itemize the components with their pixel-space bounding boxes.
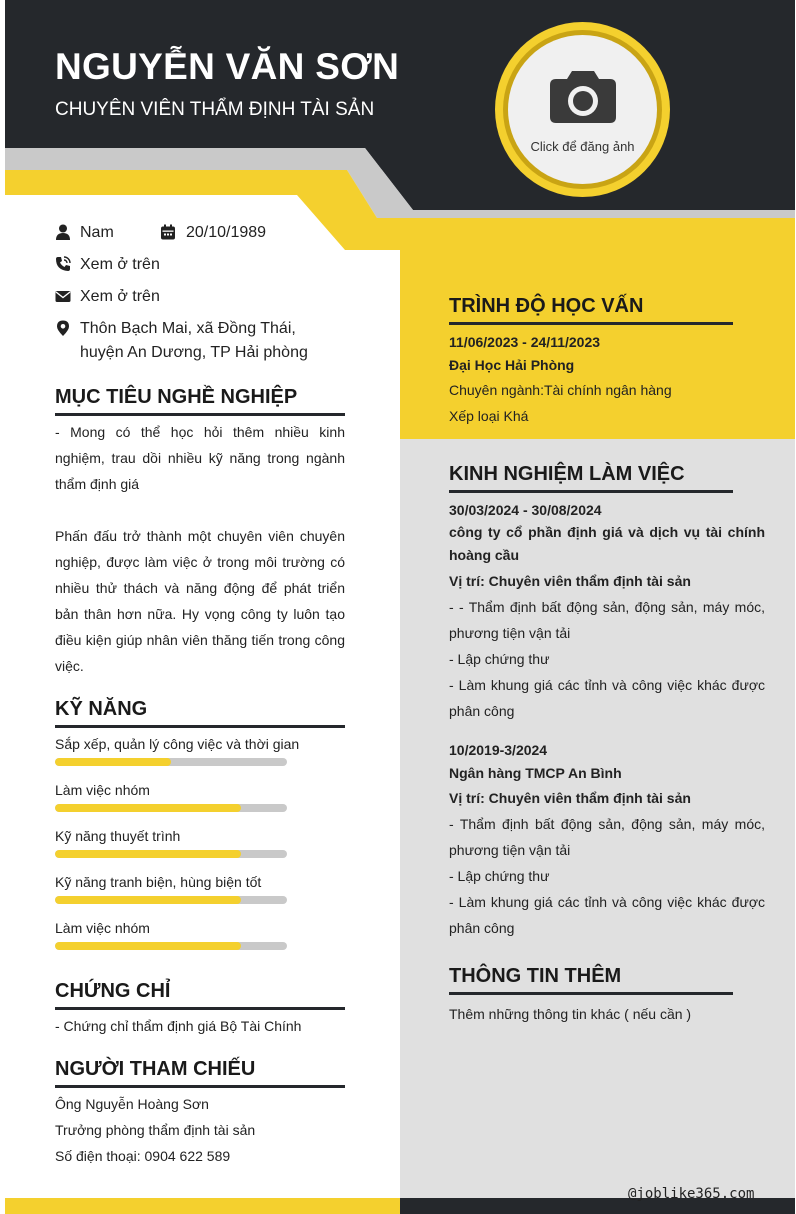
objective-paragraph-2: Phấn đấu trở thành một chuyên viên chuyên nghiệp, được làm việc ở trong môi trường có nhiều thử thách và năng động để phát triển bản thân hơn nữa. Hy vọng công ty luôn tạo điều kiện giúp nhân viên thăng tiến trong công việc. bbox=[55, 528, 345, 674]
education-school: Đại Học Hải Phòng bbox=[449, 357, 575, 373]
photo-upload[interactable] bbox=[495, 22, 670, 197]
reference-phone: Số điện thoại: 0904 622 589 bbox=[55, 1148, 231, 1164]
email-icon bbox=[55, 288, 71, 304]
date-of-birth: 20/10/1989 bbox=[186, 224, 267, 241]
certificate-item: - Chứng chỉ thẩm định giá Bộ Tài Chính bbox=[55, 1018, 302, 1034]
skill-level-bar bbox=[55, 896, 287, 904]
skill-level-fill bbox=[55, 896, 241, 904]
certificates-heading: CHỨNG CHỈ bbox=[55, 980, 171, 1002]
job-period: 30/03/2024 - 30/08/2024 bbox=[449, 502, 602, 518]
job-company: công ty cổ phần định giá và dịch vụ tài chính hoàng cầu bbox=[449, 524, 765, 563]
skills-heading: KỸ NĂNG bbox=[55, 698, 148, 720]
skill-label: Làm việc nhóm bbox=[55, 920, 150, 936]
skill-level-fill bbox=[55, 758, 171, 766]
job-duty: - Lập chứng thư bbox=[449, 651, 550, 667]
header-banner bbox=[5, 0, 795, 272]
skill-level-bar bbox=[55, 804, 287, 812]
phone: Xem ở trên bbox=[80, 256, 160, 273]
gender: Nam bbox=[80, 224, 114, 241]
job-duty: - Làm khung giá các tỉnh và công việc khác được phân công bbox=[449, 894, 765, 936]
additional-heading: THÔNG TIN THÊM bbox=[449, 965, 622, 987]
watermark: @joblike365.com bbox=[628, 1186, 755, 1202]
job-duty: - Lập chứng thư bbox=[449, 868, 550, 884]
photo-upload-label: Click để đăng ảnh bbox=[530, 139, 635, 154]
job-position: Vị trí: Chuyên viên thẩm định tài sản bbox=[449, 790, 691, 806]
job-position: Vị trí: Chuyên viên thẩm định tài sản bbox=[449, 573, 691, 589]
reference-role: Trưởng phòng thẩm định tài sản bbox=[55, 1122, 256, 1138]
skill-label: Kỹ năng tranh biện, hùng biện tốt bbox=[55, 874, 262, 890]
job-duty: - Thẩm định bất động sản, động sản, máy móc, phương tiện vận tải bbox=[449, 816, 765, 858]
email: Xem ở trên bbox=[80, 288, 160, 305]
skill-level-fill bbox=[55, 942, 241, 950]
additional-text: Thêm những thông tin khác ( nếu cần ) bbox=[449, 1006, 692, 1022]
job-duty: - - Thẩm định bất động sản, động sản, máy móc, phương tiện vận tải bbox=[449, 599, 765, 641]
skill-level-fill bbox=[55, 850, 241, 858]
section-rule bbox=[449, 322, 733, 325]
cv-page bbox=[5, 0, 795, 1214]
location-icon bbox=[55, 320, 71, 336]
address-line-1: Thôn Bạch Mai, xã Đồng Thái, bbox=[80, 320, 296, 337]
job-period: 10/2019-3/2024 bbox=[449, 742, 548, 758]
skill-level-bar bbox=[55, 758, 287, 766]
user-icon bbox=[55, 224, 71, 240]
section-rule bbox=[449, 490, 733, 493]
reference-name: Ông Nguyễn Hoàng Sơn bbox=[55, 1096, 209, 1112]
skill-label: Kỹ năng thuyết trình bbox=[55, 828, 181, 844]
job-duty: - Làm khung giá các tỉnh và công việc khác được phân công bbox=[449, 677, 765, 719]
objective-heading: MỤC TIÊU NGHỀ NGHIỆP bbox=[55, 386, 298, 408]
education-grade: Xếp loại Khá bbox=[449, 408, 529, 424]
education-period: 11/06/2023 - 24/11/2023 bbox=[449, 334, 601, 350]
section-rule bbox=[55, 413, 345, 416]
address-line-2: huyện An Dương, TP Hải phòng bbox=[80, 344, 308, 361]
experience-heading: KINH NGHIỆM LÀM VIỆC bbox=[449, 463, 685, 485]
candidate-name: NGUYỄN VĂN SƠN bbox=[55, 46, 400, 87]
skill-level-fill bbox=[55, 804, 241, 812]
education-heading: TRÌNH ĐỘ HỌC VẤN bbox=[449, 295, 644, 317]
skill-label: Làm việc nhóm bbox=[55, 782, 150, 798]
section-rule bbox=[55, 1007, 345, 1010]
references-heading: NGƯỜI THAM CHIẾU bbox=[55, 1058, 256, 1080]
section-rule bbox=[55, 1085, 345, 1088]
job-company: Ngân hàng TMCP An Bình bbox=[449, 765, 622, 781]
skill-level-bar bbox=[55, 850, 287, 858]
section-rule bbox=[55, 725, 345, 728]
phone-icon bbox=[55, 256, 71, 272]
objective-paragraph-1: - Mong có thể học hỏi thêm nhiều kinh nghiệm, trau dồi nhiều kỹ năng trong ngành thẩm định giá bbox=[55, 424, 345, 492]
section-rule bbox=[449, 992, 733, 995]
calendar-icon bbox=[160, 224, 176, 240]
footer-bar-left bbox=[5, 1198, 400, 1214]
education-major: Chuyên ngành:Tài chính ngân hàng bbox=[449, 382, 672, 398]
skill-level-bar bbox=[55, 942, 287, 950]
skill-label: Sắp xếp, quản lý công việc và thời gian bbox=[55, 736, 300, 752]
camera-icon bbox=[550, 67, 616, 123]
job-title: CHUYÊN VIÊN THẨM ĐỊNH TÀI SẢN bbox=[55, 99, 375, 120]
